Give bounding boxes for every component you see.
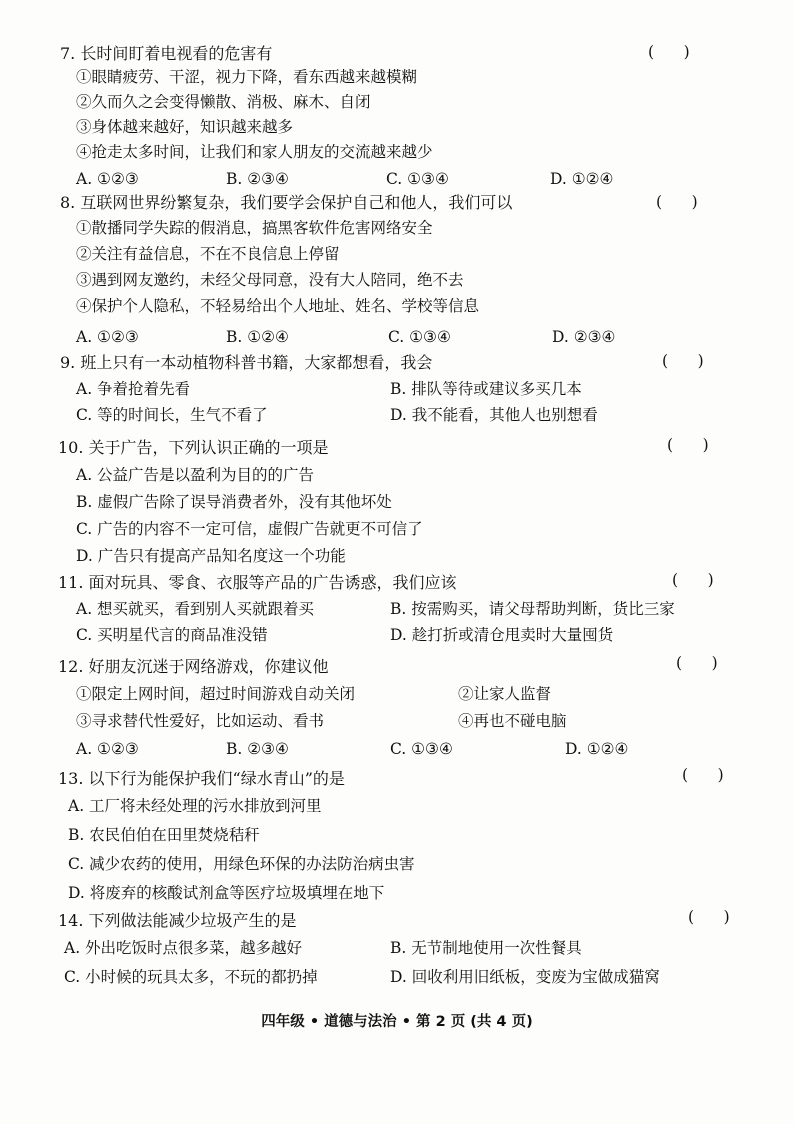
choice-option[interactable]: A. ①②③	[76, 740, 139, 758]
question-stem: 8. 互联网世界纷繁复杂，我们要学会保护自己和他人，我们可以	[60, 193, 513, 212]
choice-option[interactable]: D. ②③④	[552, 328, 616, 346]
answer-blank[interactable]: ( )	[672, 571, 714, 589]
answer-blank[interactable]: ( )	[662, 352, 704, 370]
statement-item: ④抢走太多时间，让我们和家人朋友的交流越来越少	[76, 143, 433, 161]
choice-option[interactable]: D. ①②④	[550, 170, 614, 188]
answer-blank[interactable]: ( )	[648, 43, 690, 61]
choice-option[interactable]: D. 趁打折或清仓甩卖时大量囤货	[390, 626, 614, 644]
choice-option[interactable]: C. ①③④	[386, 170, 449, 188]
answer-blank[interactable]: ( )	[688, 908, 730, 926]
choice-option[interactable]: A. 想买就买，看到别人买就跟着买	[76, 600, 315, 618]
answer-blank[interactable]: ( )	[676, 654, 718, 672]
choice-option[interactable]: D. ①②④	[565, 740, 629, 758]
choice-option[interactable]: D. 回收利用旧纸板，变废为宝做成猫窝	[390, 968, 660, 986]
choice-option[interactable]: B. ②③④	[226, 170, 289, 188]
statement-item: ②关注有益信息，不在不良信息上停留	[76, 245, 340, 263]
question-stem: 11. 面对玩具、零食、衣服等产品的广告诱惑，我们应该	[58, 573, 457, 592]
choice-option[interactable]: A. 争着抢着先看	[76, 380, 191, 398]
choice-option[interactable]: A. 公益广告是以盈利为目的的广告	[76, 466, 315, 484]
choice-option[interactable]: C. ①③④	[388, 328, 451, 346]
statement-item: ②让家人监督	[458, 685, 552, 703]
choice-option[interactable]: A. 外出吃饭时点很多菜，越多越好	[64, 939, 303, 957]
statement-item: ①散播同学失踪的假消息，搞黑客软件危害网络安全	[76, 219, 433, 237]
question-stem: 14. 下列做法能减少垃圾产生的是	[58, 911, 297, 930]
choice-option[interactable]: C. 等的时间长，生气不看了	[76, 406, 268, 424]
choice-option[interactable]: C. 减少农药的使用，用绿色环保的办法防治病虫害	[68, 855, 415, 873]
question-stem: 9. 班上只有一本动植物科普书籍，大家都想看，我会	[60, 353, 433, 372]
choice-option[interactable]: B. 无节制地使用一次性餐具	[390, 939, 582, 957]
choice-option[interactable]: C. 小时候的玩具太多，不玩的都扔掉	[64, 968, 318, 986]
choice-option[interactable]: D. 我不能看，其他人也别想看	[390, 406, 598, 424]
page-footer: 四年级 • 道德与法治 • 第 2 页 (共 4 页)	[261, 1014, 533, 1030]
statement-item: ④再也不碰电脑	[458, 712, 567, 730]
choice-option[interactable]: C. 买明星代言的商品准没错	[76, 626, 268, 644]
statement-item: ①眼睛疲劳、干涩，视力下降，看东西越来越模糊	[76, 68, 418, 86]
question-stem: 10. 关于广告，下列认识正确的一项是	[58, 438, 329, 457]
choice-option[interactable]: B. ①②④	[226, 328, 289, 346]
choice-option[interactable]: B. 农民伯伯在田里焚烧秸秆	[68, 826, 260, 844]
choice-option[interactable]: B. 按需购买，请父母帮助判断，货比三家	[390, 600, 675, 618]
choice-option[interactable]: D. 广告只有提高产品知名度这一个功能	[76, 547, 346, 565]
statement-item: ②久而久之会变得懒散、消极、麻木、自闭	[76, 93, 371, 111]
question-stem: 12. 好朋友沉迷于网络游戏，你建议他	[58, 657, 329, 676]
question-stem: 7. 长时间盯着电视看的危害有	[60, 44, 273, 63]
choice-option[interactable]: B. 虚假广告除了误导消费者外，没有其他坏处	[76, 493, 392, 511]
choice-option[interactable]: B. 排队等待或建议多买几本	[390, 380, 582, 398]
statement-item: ①限定上网时间，超过时间游戏自动关闭	[76, 685, 356, 703]
choice-option[interactable]: C. 广告的内容不一定可信，虚假广告就更不可信了	[76, 520, 423, 538]
choice-option[interactable]: A. ①②③	[76, 328, 139, 346]
answer-blank[interactable]: ( )	[682, 766, 724, 784]
statement-item: ③遇到网友邀约，未经父母同意，没有大人陪同，绝不去	[76, 271, 464, 289]
choice-option[interactable]: A. ①②③	[76, 170, 139, 188]
statement-item: ③身体越来越好，知识越来越多	[76, 118, 294, 136]
question-stem: 13. 以下行为能保护我们“绿水青山”的是	[58, 769, 345, 788]
statement-item: ③寻求替代性爱好，比如运动、看书	[76, 712, 325, 730]
choice-option[interactable]: D. 将废弃的核酸试剂盒等医疗垃圾填埋在地下	[68, 884, 385, 902]
answer-blank[interactable]: ( )	[656, 193, 698, 211]
answer-blank[interactable]: ( )	[667, 436, 709, 454]
choice-option[interactable]: A. 工厂将未经处理的污水排放到河里	[68, 797, 322, 815]
statement-item: ④保护个人隐私，不轻易给出个人地址、姓名、学校等信息	[76, 297, 480, 315]
choice-option[interactable]: B. ②③④	[226, 740, 289, 758]
choice-option[interactable]: C. ①③④	[390, 740, 453, 758]
